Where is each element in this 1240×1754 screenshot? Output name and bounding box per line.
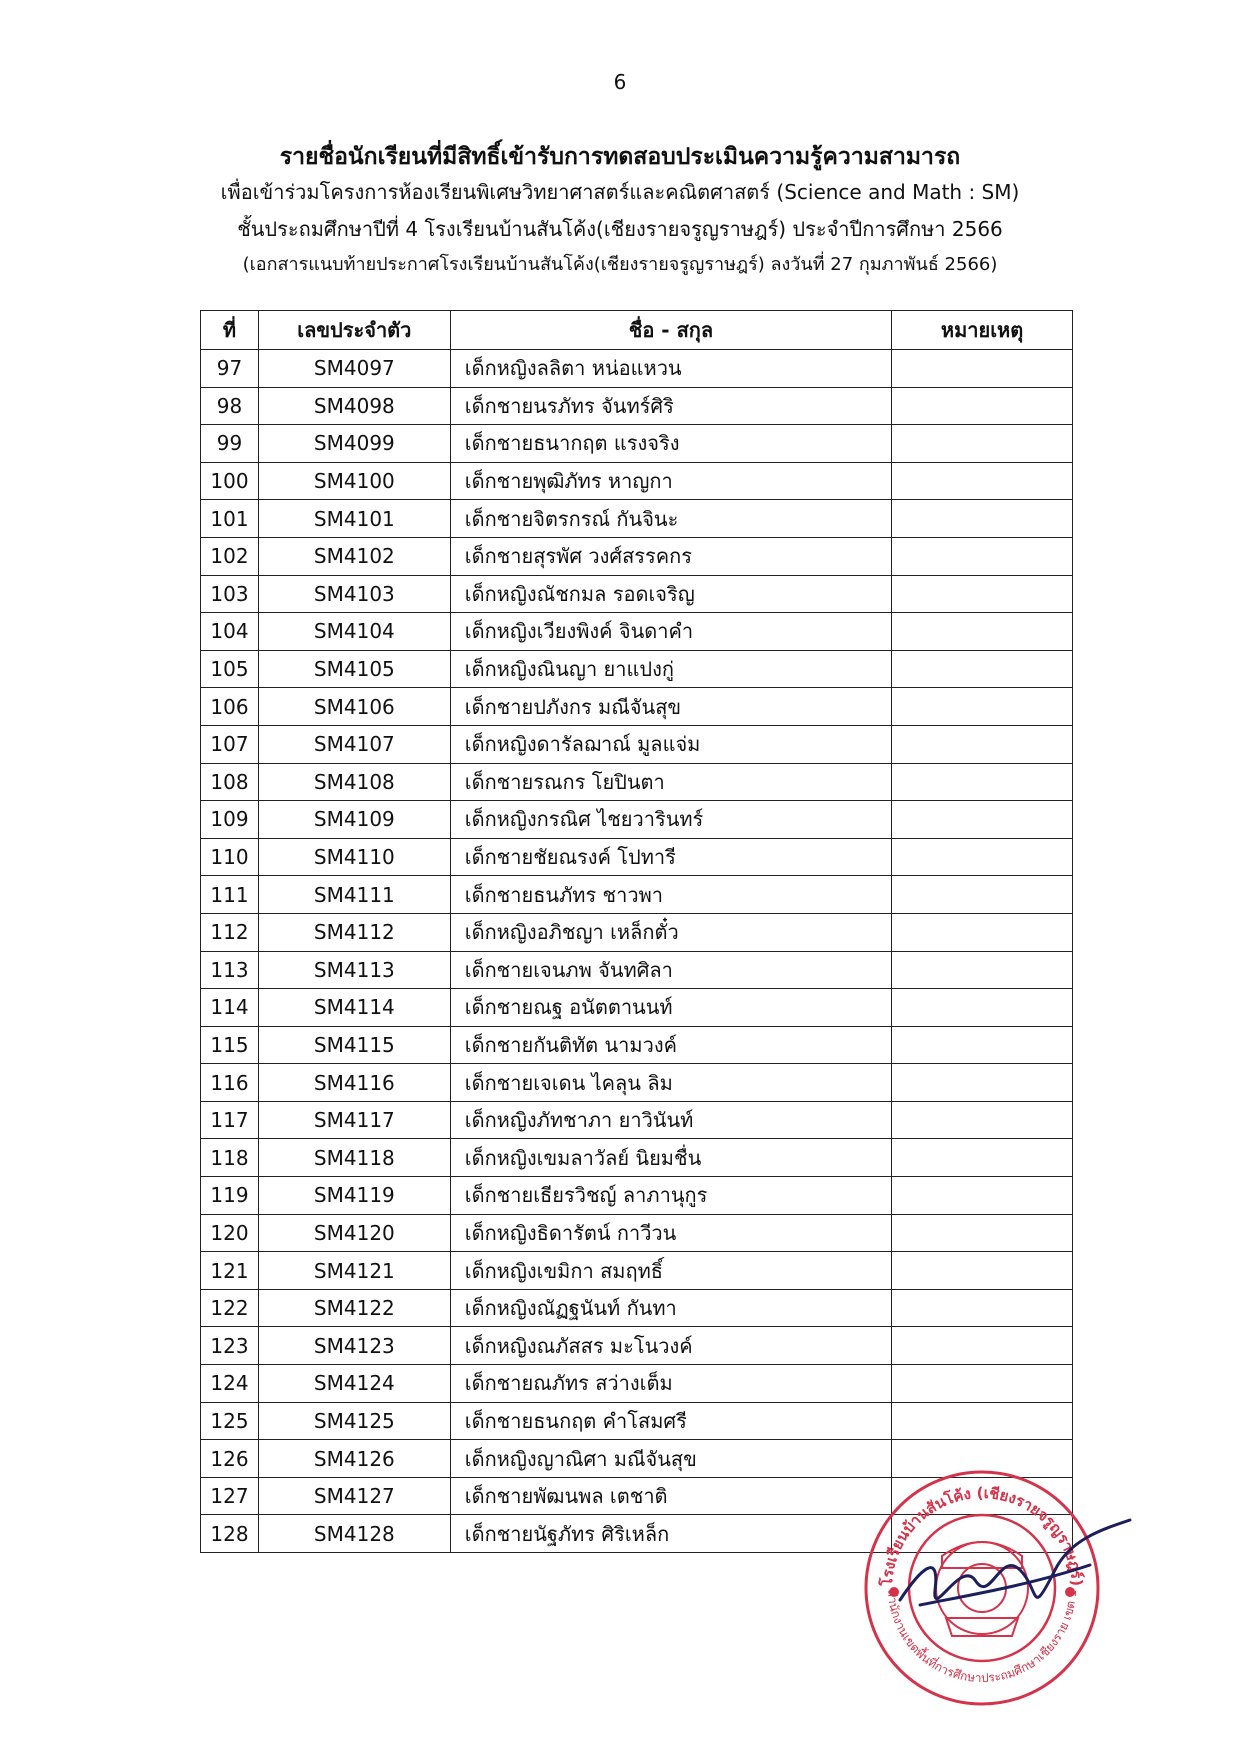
remark-cell	[892, 425, 1073, 463]
row-number-cell: 111	[201, 876, 259, 914]
row-number-cell: 108	[201, 763, 259, 801]
remark-cell	[892, 500, 1073, 538]
table-row	[201, 1139, 1073, 1177]
row-number-cell: 116	[201, 1064, 259, 1102]
student-name-cell: เด็กหญิงณัฏฐนันท์ กันทา	[450, 1289, 891, 1327]
student-id-cell: SM4118	[258, 1139, 450, 1177]
table-row	[201, 1289, 1073, 1327]
student-name-cell: เด็กหญิงณินญา ยาแปงกู่	[450, 650, 891, 688]
student-name-cell: เด็กชายกันติทัต นามวงค์	[450, 1026, 891, 1064]
table-row	[201, 537, 1073, 575]
column-header-name: ชื่อ - สกุล	[450, 311, 891, 350]
document-grade-line: ชั้นประถมศึกษาปีที่ 4 โรงเรียนบ้านสันโค้ง(เชียงรายจรูญราษฎร์) ประจำปีการศึกษา 2566	[237, 217, 1003, 241]
student-id-cell: SM4108	[258, 763, 450, 801]
student-id-cell: SM4099	[258, 425, 450, 463]
student-table	[200, 310, 1073, 1553]
student-name-cell: เด็กหญิงกรณิศ ไชยวารินทร์	[450, 801, 891, 839]
table-header-row	[201, 311, 1073, 350]
student-id-cell: SM4112	[258, 913, 450, 951]
student-id-cell: SM4101	[258, 500, 450, 538]
student-name-cell: เด็กหญิงญาณิศา มณีจันสุข	[450, 1440, 891, 1478]
row-number-cell: 124	[201, 1365, 259, 1403]
row-number-cell: 102	[201, 537, 259, 575]
student-id-cell: SM4126	[258, 1440, 450, 1478]
student-name-cell: เด็กชายสุรพัศ วงศ์สรรคกร	[450, 537, 891, 575]
remark-cell	[892, 801, 1073, 839]
table-body	[201, 350, 1073, 1553]
student-name-cell: เด็กชายธนกฤต คำโสมศรี	[450, 1402, 891, 1440]
document-title: รายชื่อนักเรียนที่มีสิทธิ์เข้ารับการทดสอบประเมินความรู้ความสามารถ	[279, 144, 961, 170]
table-row	[201, 1327, 1073, 1365]
remark-cell	[892, 575, 1073, 613]
student-name-cell: เด็กหญิงธิดารัตน์ กาวีวน	[450, 1214, 891, 1252]
remark-cell	[892, 387, 1073, 425]
row-number-cell: 118	[201, 1139, 259, 1177]
student-id-cell: SM4127	[258, 1477, 450, 1515]
remark-cell	[892, 838, 1073, 876]
student-name-cell: เด็กชายเธียรวิชญ์ ลาภานุกูร	[450, 1177, 891, 1215]
student-id-cell: SM4121	[258, 1252, 450, 1290]
student-name-cell: เด็กชายเจนภพ จันทศิลา	[450, 951, 891, 989]
table-row	[201, 1214, 1073, 1252]
row-number-cell: 117	[201, 1101, 259, 1139]
student-name-cell: เด็กหญิงอภิชญา เหล็กตั๋ว	[450, 913, 891, 951]
remark-cell	[892, 1365, 1073, 1403]
remark-cell	[892, 1252, 1073, 1290]
table-row	[201, 613, 1073, 651]
remark-cell	[892, 688, 1073, 726]
row-number-cell: 99	[201, 425, 259, 463]
student-id-cell: SM4124	[258, 1365, 450, 1403]
table-row	[201, 387, 1073, 425]
student-id-cell: SM4106	[258, 688, 450, 726]
student-name-cell: เด็กชายธนากฤต แรงจริง	[450, 425, 891, 463]
row-number-cell: 101	[201, 500, 259, 538]
column-header-remark: หมายเหตุ	[892, 311, 1073, 350]
student-id-cell: SM4104	[258, 613, 450, 651]
student-id-cell: SM4117	[258, 1101, 450, 1139]
student-id-cell: SM4128	[258, 1515, 450, 1553]
student-id-cell: SM4123	[258, 1327, 450, 1365]
row-number-cell: 113	[201, 951, 259, 989]
remark-cell	[892, 1101, 1073, 1139]
student-id-cell: SM4120	[258, 1214, 450, 1252]
row-number-cell: 121	[201, 1252, 259, 1290]
student-id-cell: SM4097	[258, 350, 450, 388]
remark-cell	[892, 613, 1073, 651]
column-header-no: ที่	[201, 311, 259, 350]
row-number-cell: 107	[201, 725, 259, 763]
remark-cell	[892, 1026, 1073, 1064]
student-id-cell: SM4125	[258, 1402, 450, 1440]
row-number-cell: 104	[201, 613, 259, 651]
table-row	[201, 650, 1073, 688]
student-id-cell: SM4119	[258, 1177, 450, 1215]
table-row	[201, 1252, 1073, 1290]
student-id-cell: SM4111	[258, 876, 450, 914]
remark-cell	[892, 913, 1073, 951]
student-name-cell: เด็กหญิงเขมลาวัลย์ นิยมชื่น	[450, 1139, 891, 1177]
row-number-cell: 127	[201, 1477, 259, 1515]
document-attachment-note: (เอกสารแนบท้ายประกาศโรงเรียนบ้านสันโค้ง(เชียงรายจรูญราษฎร์) ลงวันที่ 27 กุมภาพันธ์ 2566)	[242, 254, 998, 275]
row-number-cell: 109	[201, 801, 259, 839]
table-row	[201, 500, 1073, 538]
row-number-cell: 125	[201, 1402, 259, 1440]
seal-top-text: โรงเรียนบ้านสันโค้ง (เชียงรายจรูญราษฎร์)	[877, 1483, 1087, 1587]
table-row	[201, 951, 1073, 989]
student-name-cell: เด็กชายนัฐภัทร ศิริเหล็ก	[450, 1515, 891, 1553]
row-number-cell: 112	[201, 913, 259, 951]
remark-cell	[892, 1289, 1073, 1327]
student-name-cell: เด็กชายพัฒนพล เตชาติ	[450, 1477, 891, 1515]
table-row	[201, 989, 1073, 1027]
student-name-cell: เด็กหญิงลลิตา หน่อแหวน	[450, 350, 891, 388]
signature	[880, 1510, 1140, 1640]
row-number-cell: 114	[201, 989, 259, 1027]
table-row	[201, 1026, 1073, 1064]
row-number-cell: 115	[201, 1026, 259, 1064]
table-row	[201, 462, 1073, 500]
student-id-cell: SM4114	[258, 989, 450, 1027]
student-id-cell: SM4110	[258, 838, 450, 876]
student-name-cell: เด็กหญิงภัทชาภา ยาวินันท์	[450, 1101, 891, 1139]
student-id-cell: SM4102	[258, 537, 450, 575]
row-number-cell: 126	[201, 1440, 259, 1478]
table-row	[201, 1365, 1073, 1403]
student-id-cell: SM4098	[258, 387, 450, 425]
remark-cell	[892, 350, 1073, 388]
student-name-cell: เด็กชายธนภัทร ชาวพา	[450, 876, 891, 914]
remark-cell	[892, 537, 1073, 575]
remark-cell	[892, 951, 1073, 989]
row-number-cell: 103	[201, 575, 259, 613]
row-number-cell: 106	[201, 688, 259, 726]
row-number-cell: 97	[201, 350, 259, 388]
table-row	[201, 838, 1073, 876]
table-row	[201, 350, 1073, 388]
student-name-cell: เด็กหญิงณัชกมล รอดเจริญ	[450, 575, 891, 613]
remark-cell	[892, 1214, 1073, 1252]
table-row	[201, 725, 1073, 763]
student-id-cell: SM4122	[258, 1289, 450, 1327]
table-row	[201, 575, 1073, 613]
student-name-cell: เด็กชายรณกร โยปินตา	[450, 763, 891, 801]
row-number-cell: 110	[201, 838, 259, 876]
row-number-cell: 123	[201, 1327, 259, 1365]
student-name-cell: เด็กชายจิตรกรณ์ กันจินะ	[450, 500, 891, 538]
table-row	[201, 913, 1073, 951]
row-number-cell: 122	[201, 1289, 259, 1327]
student-name-cell: เด็กหญิงเขมิกา สมฤทธิ์	[450, 1252, 891, 1290]
table-row	[201, 688, 1073, 726]
student-name-cell: เด็กหญิงดารัลฌาณ์ มูลแจ่ม	[450, 725, 891, 763]
student-name-cell: เด็กชายนรภัทร จันทร์ศิริ	[450, 387, 891, 425]
row-number-cell: 128	[201, 1515, 259, 1553]
table-row	[201, 1177, 1073, 1215]
remark-cell	[892, 1139, 1073, 1177]
table-row	[201, 1064, 1073, 1102]
remark-cell	[892, 1327, 1073, 1365]
student-name-cell: เด็กชายณฐ อนัตตานนท์	[450, 989, 891, 1027]
student-id-cell: SM4109	[258, 801, 450, 839]
student-name-cell: เด็กชายพุฒิภัทร หาญกา	[450, 462, 891, 500]
remark-cell	[892, 1177, 1073, 1215]
table-row	[201, 763, 1073, 801]
student-id-cell: SM4107	[258, 725, 450, 763]
remark-cell	[892, 763, 1073, 801]
page-number: 6	[613, 70, 627, 94]
student-id-cell: SM4113	[258, 951, 450, 989]
seal-bottom-text: สำนักงานเขตพื้นที่การศึกษาประถมศึกษาเชียงราย เขต 1	[884, 1588, 1080, 1686]
student-name-cell: เด็กหญิงเวียงพิงค์ จินดาคำ	[450, 613, 891, 651]
remark-cell	[892, 462, 1073, 500]
remark-cell	[892, 876, 1073, 914]
student-name-cell: เด็กชายเจเดน ไคลุน ลิม	[450, 1064, 891, 1102]
remark-cell	[892, 1402, 1073, 1440]
table-row	[201, 876, 1073, 914]
table-row	[201, 425, 1073, 463]
student-name-cell: เด็กชายปภังกร มณีจันสุข	[450, 688, 891, 726]
row-number-cell: 120	[201, 1214, 259, 1252]
document-subtitle: เพื่อเข้าร่วมโครงการห้องเรียนพิเศษวิทยาศาสตร์และคณิตศาสตร์ (Science and Math : SM)	[220, 180, 1020, 204]
row-number-cell: 100	[201, 462, 259, 500]
student-id-cell: SM4116	[258, 1064, 450, 1102]
remark-cell	[892, 650, 1073, 688]
remark-cell	[892, 725, 1073, 763]
row-number-cell: 105	[201, 650, 259, 688]
remark-cell	[892, 1064, 1073, 1102]
document-header	[0, 140, 1240, 282]
table-row	[201, 801, 1073, 839]
student-name-cell: เด็กชายชัยณรงค์ โปทารี	[450, 838, 891, 876]
student-name-cell: เด็กชายณภัทร สว่างเต็ม	[450, 1365, 891, 1403]
column-header-id: เลขประจำตัว	[258, 311, 450, 350]
remark-cell	[892, 989, 1073, 1027]
student-id-cell: SM4115	[258, 1026, 450, 1064]
student-id-cell: SM4100	[258, 462, 450, 500]
row-number-cell: 98	[201, 387, 259, 425]
student-id-cell: SM4105	[258, 650, 450, 688]
row-number-cell: 119	[201, 1177, 259, 1215]
student-id-cell: SM4103	[258, 575, 450, 613]
table-row	[201, 1402, 1073, 1440]
student-name-cell: เด็กหญิงณภัสสร มะโนวงค์	[450, 1327, 891, 1365]
table-row	[201, 1101, 1073, 1139]
